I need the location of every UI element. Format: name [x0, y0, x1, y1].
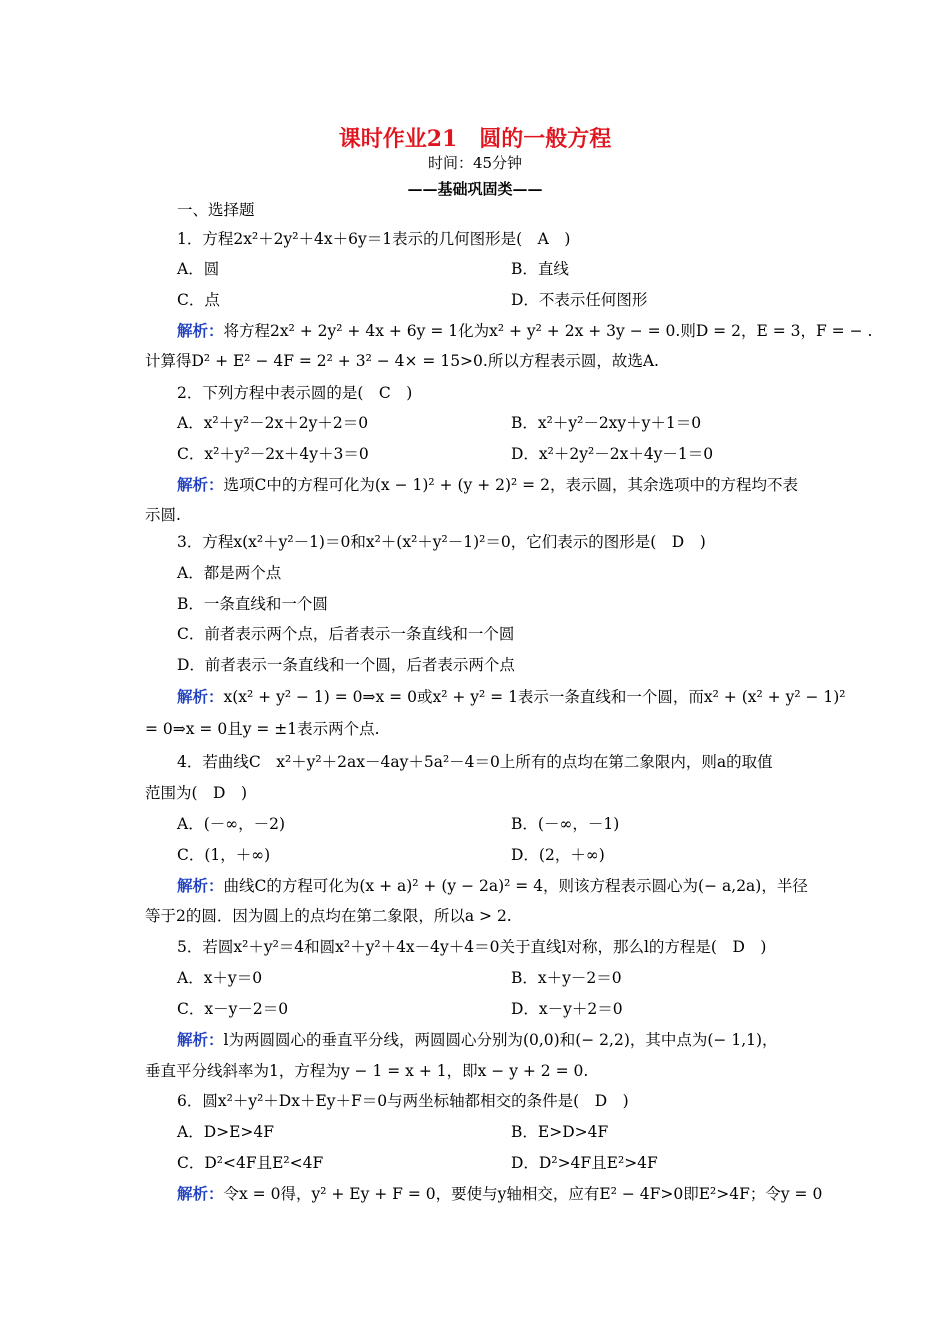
option-5d: D．x－y＋2＝0	[511, 1000, 623, 1018]
option-2a: A．x²＋y²－2x＋2y＋2＝0	[177, 414, 369, 432]
option-6c: C．D²<4F且E²<4F	[177, 1154, 324, 1172]
analysis-3-line-1: 解析：x(x² + y² − 1) = 0⇒x = 0或x² + y² = 1表示一条直线和一个圆，而x² + (x² + y² − 1)²	[177, 687, 846, 706]
option-6d: D．D²>4F且E²>4F	[511, 1154, 658, 1172]
option-3a: A．都是两个点	[177, 564, 282, 582]
question-4-line-2: 范围为( D )	[145, 784, 248, 802]
page-title: 课时作业21 圆的一般方程	[338, 126, 612, 152]
option-3c: C．前者表示两个点，后者表示一条直线和一个圆	[177, 625, 515, 643]
analysis-4-line-1: 解析：曲线C的方程可化为(x + a)² + (y − 2a)² = 4，则该方程表示圆心为(− a,2a)，半径	[177, 876, 808, 895]
analysis-label: 解析：	[177, 876, 224, 895]
analysis-1-line-2: 计算得D² + E² − 4F = 2² + 3² − 4× = 15>0.所以方程表示圆，故选A.	[145, 352, 659, 370]
option-1c: C．点	[177, 291, 220, 309]
analysis-1-line-1: 解析：将方程2x² + 2y² + 4x + 6y = 1化为x² + y² + 2x + 3y − = 0.则D = 2，E = 3，F = − .	[177, 321, 873, 340]
analysis-5-line-2: 垂直平分线斜率为1，方程为y − 1 = x + 1，即x − y + 2 = 0.	[145, 1062, 589, 1080]
analysis-label: 解析：	[177, 1184, 224, 1203]
analysis-5-line-1: 解析：l为两圆圆心的垂直平分线，两圆圆心分别为(0,0)和(− 2,2)，其中点为(− 1,1)，	[177, 1030, 778, 1049]
question-1: 1．方程2x²＋2y²＋4x＋6y＝1表示的几何图形是( A )	[177, 230, 571, 248]
analysis-4-line-2: 等于2的圆．因为圆上的点均在第二象限，所以a > 2.	[145, 907, 512, 925]
option-3b: B．一条直线和一个圆	[177, 595, 328, 613]
question-2: 2．下列方程中表示圆的是( C )	[177, 384, 413, 402]
option-5b: B．x＋y－2＝0	[511, 969, 622, 987]
option-4a: A．(－∞，－2)	[177, 815, 286, 833]
option-1d: D．不表示任何图形	[511, 291, 648, 309]
analysis-label: 解析：	[177, 1030, 224, 1049]
question-5: 5．若圆x²＋y²＝4和圆x²＋y²＋4x－4y＋4＝0关于直线l对称，那么l的方程是( D )	[177, 938, 767, 956]
analysis-label: 解析：	[177, 475, 224, 494]
option-6a: A．D>E>4F	[177, 1123, 275, 1141]
option-5a: A．x＋y＝0	[177, 969, 263, 987]
option-1b: B．直线	[511, 260, 569, 278]
question-4-line-1: 4．若曲线C x²＋y²＋2ax－4ay＋5a²－4＝0上所有的点均在第二象限内，则a的取值	[177, 753, 773, 771]
analysis-2-line-1: 解析：选项C中的方程可化为(x − 1)² + (y + 2)² = 2，表示圆，其余选项中的方程均不表	[177, 475, 798, 494]
question-6: 6．圆x²＋y²＋Dx＋Ey＋F＝0与两坐标轴都相交的条件是( D )	[177, 1092, 629, 1110]
option-4c: C．(1，＋∞)	[177, 846, 271, 864]
option-5c: C．x－y－2＝0	[177, 1000, 289, 1018]
option-3d: D．前者表示一条直线和一个圆，后者表示两个点	[177, 656, 515, 674]
analysis-6-line-1: 解析：令x = 0得，y² + Ey + F = 0，要使与y轴相交，应有E² − 4F>0即E²>4F；令y = 0	[177, 1184, 823, 1203]
option-2c: C．x²＋y²－2x＋4y＋3＝0	[177, 445, 369, 463]
option-4b: B．(－∞，－1)	[511, 815, 620, 833]
analysis-label: 解析：	[177, 321, 224, 340]
analysis-label: 解析：	[177, 687, 224, 706]
section-heading: ——基础巩固类——	[407, 180, 543, 198]
option-4d: D．(2，＋∞)	[511, 846, 605, 864]
option-6b: B．E>D>4F	[511, 1123, 609, 1141]
option-2d: D．x²＋2y²－2x＋4y－1＝0	[511, 445, 714, 463]
time-limit: 时间：45分钟	[427, 154, 523, 172]
analysis-3-line-2: = 0⇒x = 0且y = ±1表示两个点.	[145, 720, 380, 738]
part-heading: 一、选择题	[177, 201, 255, 219]
question-3: 3．方程x(x²＋y²－1)＝0和x²＋(x²＋y²－1)²＝0，它们表示的图形是( D )	[177, 533, 706, 551]
option-2b: B．x²＋y²－2xy＋y＋1＝0	[511, 414, 702, 432]
analysis-2-line-2: 示圆.	[145, 506, 181, 524]
option-1a: A．圆	[177, 260, 220, 278]
